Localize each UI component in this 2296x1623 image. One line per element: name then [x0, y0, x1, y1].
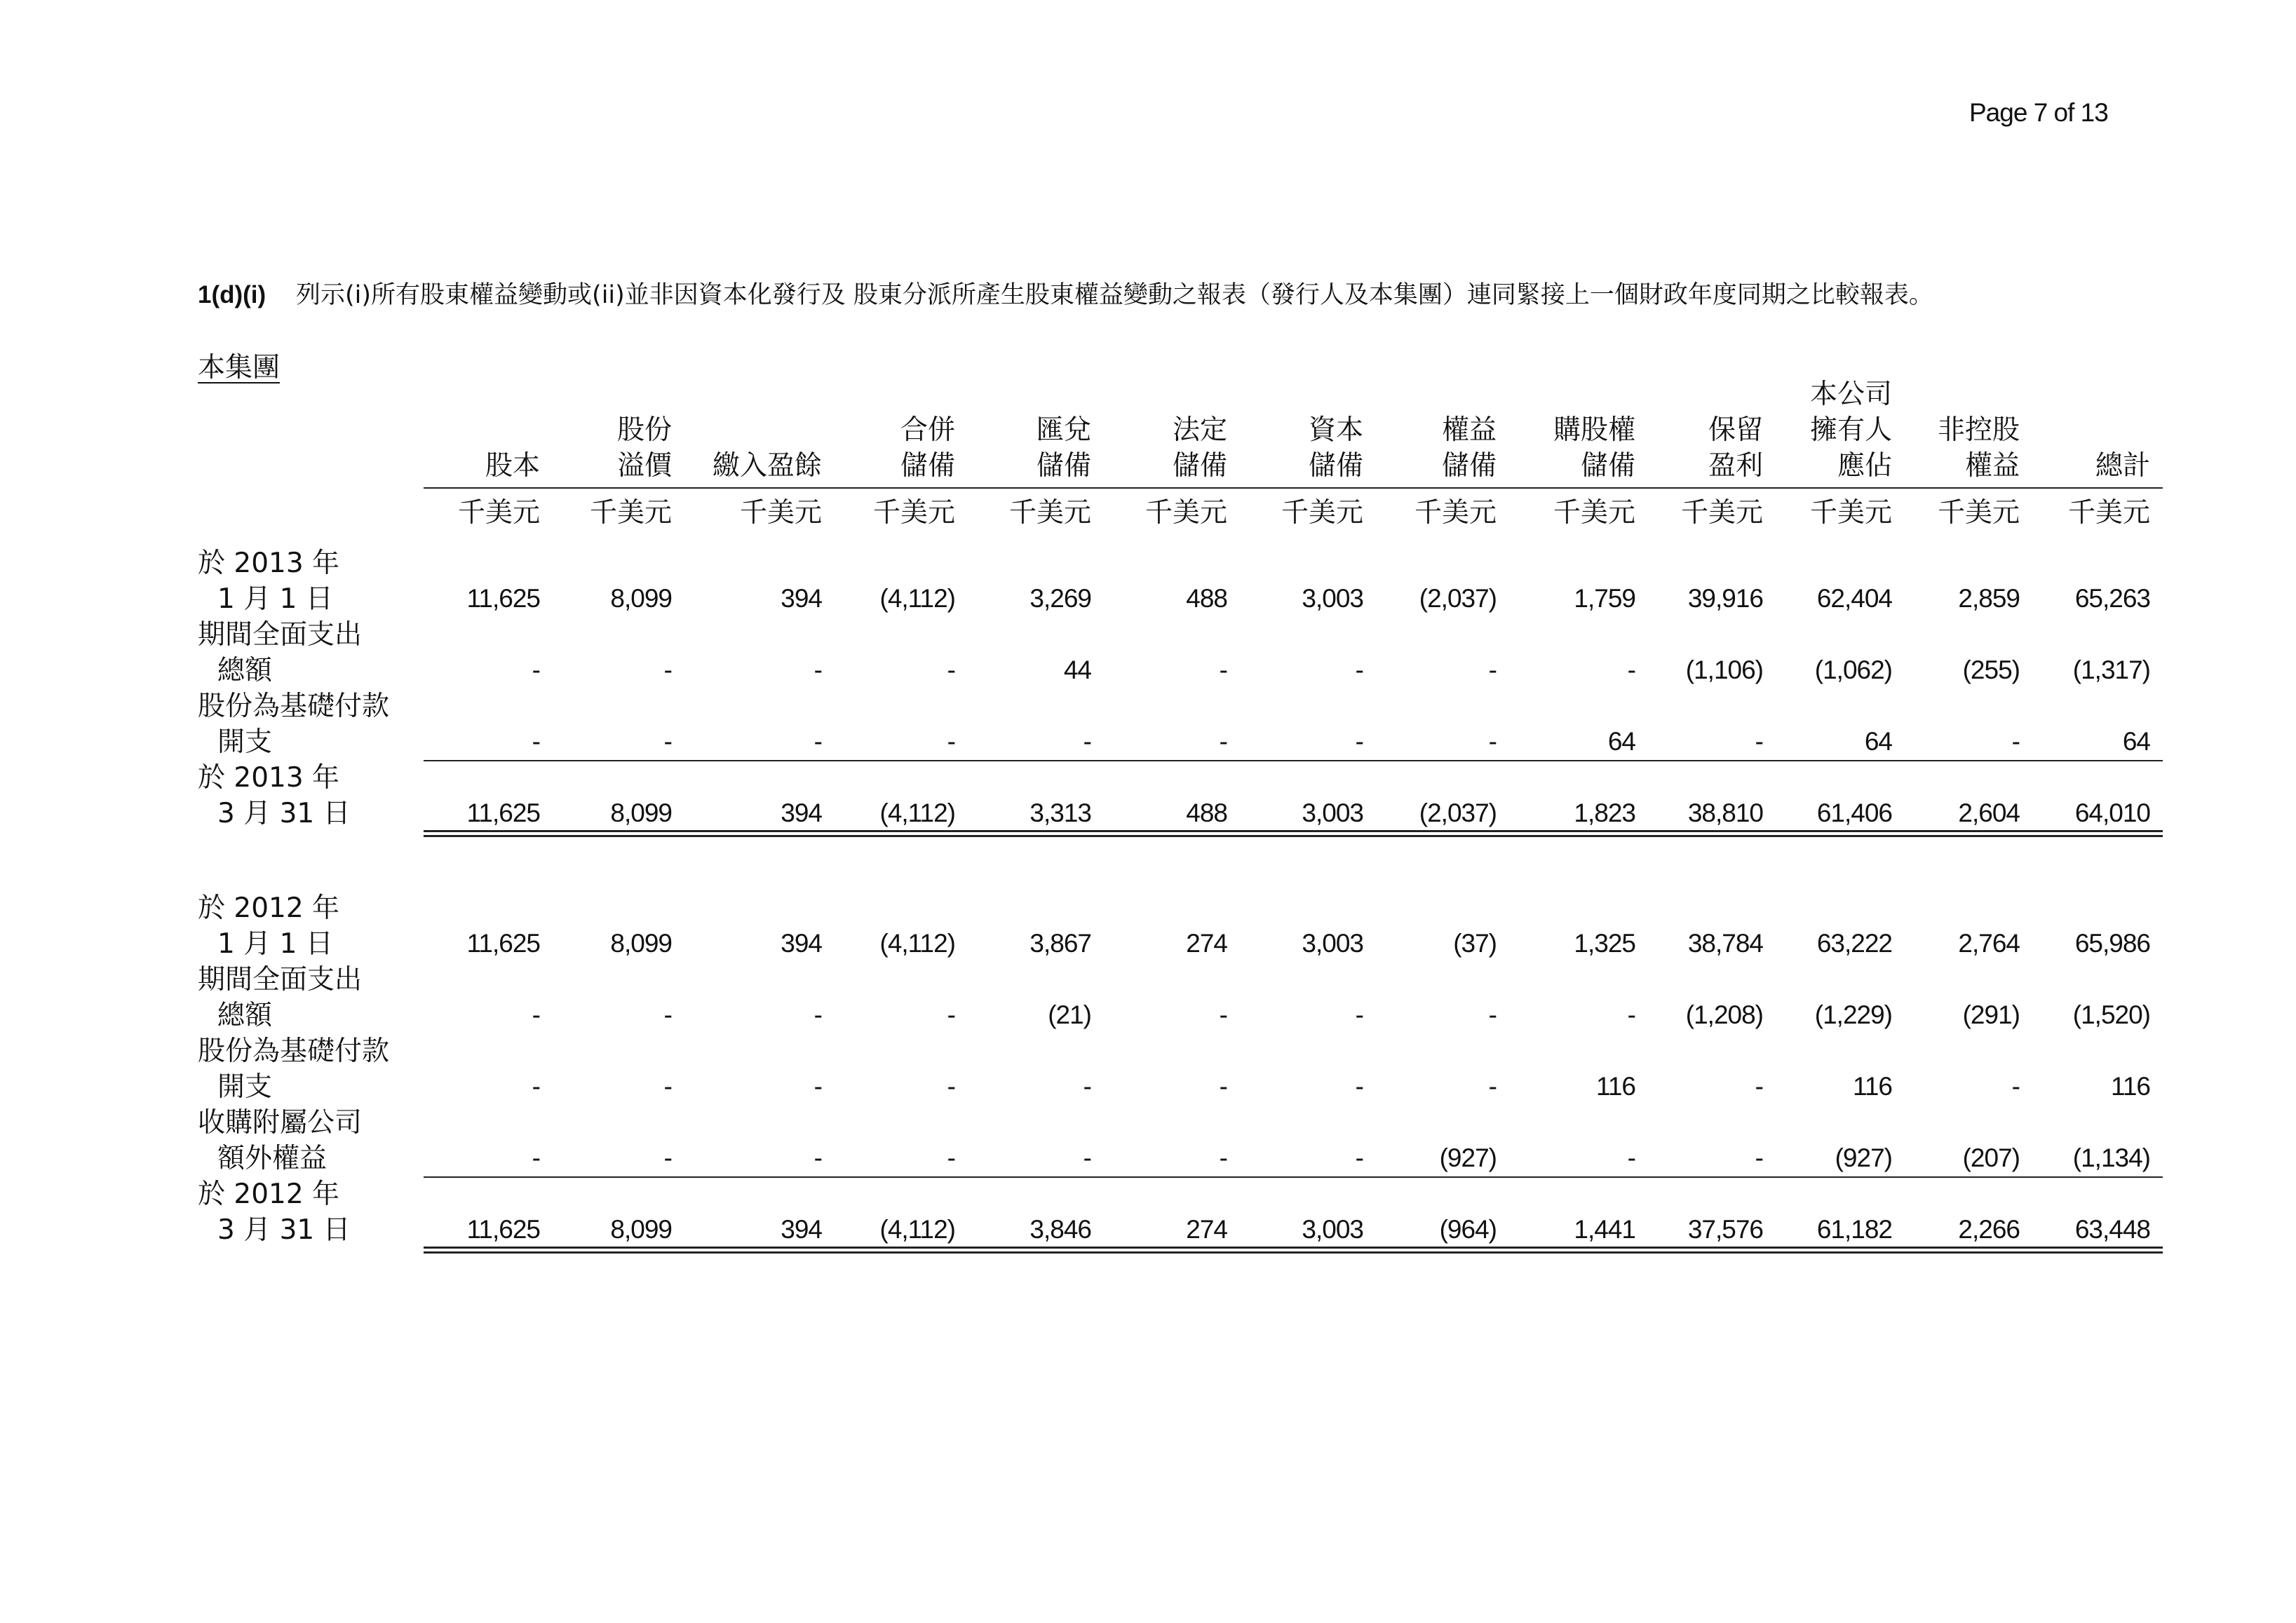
table-cell: -: [947, 1143, 955, 1172]
table-cell: (21): [1048, 1000, 1091, 1029]
table-cell: 8,099: [610, 1215, 672, 1244]
row-label-line: 3 月 31 日: [217, 1214, 351, 1246]
total-double-rule: [424, 1251, 2163, 1254]
table-cell: -: [813, 1000, 822, 1029]
table-cell: -: [947, 727, 955, 756]
row-label-line: 股份為基礎付款: [198, 1035, 390, 1067]
table-cell: -: [532, 1072, 540, 1101]
table-cell: -: [532, 1143, 540, 1172]
unit-label: 千美元: [872, 497, 955, 529]
table-cell: 64: [1607, 727, 1635, 756]
column-header-line: 儲備: [1036, 450, 1091, 482]
column-header-line: 應佔: [1837, 450, 1892, 482]
row-label-line: 額外權益: [217, 1143, 327, 1174]
total-double-rule: [424, 835, 2163, 837]
table-cell: -: [947, 1072, 955, 1101]
table-cell: 3,003: [1302, 799, 1363, 827]
table-cell: 61,182: [1816, 1215, 1892, 1244]
table-cell: 11,625: [466, 1215, 540, 1244]
table-cell: 3,003: [1302, 584, 1363, 613]
table-cell: 274: [1186, 1215, 1227, 1244]
table-cell: -: [1755, 1143, 1763, 1172]
column-header: [1553, 412, 1635, 484]
table-cell: 488: [1186, 799, 1227, 827]
table-cell: (2,037): [1419, 799, 1497, 827]
table-cell: 61,406: [1816, 799, 1892, 827]
table-cell: 3,269: [1029, 584, 1091, 613]
table-cell: -: [813, 727, 822, 756]
row-label-line: 總額: [217, 1000, 273, 1031]
table-cell: 2,764: [1958, 929, 2020, 958]
table-cell: 11,625: [466, 799, 540, 827]
header-rule: [424, 487, 2163, 489]
table-cell: -: [947, 1000, 955, 1029]
table-cell: 38,784: [1687, 929, 1763, 958]
row-label-line: 1 月 1 日: [217, 583, 333, 615]
row-label: [198, 688, 389, 760]
row-label-line: 開支: [217, 726, 273, 758]
table-cell: -: [532, 727, 540, 756]
table-cell: (927): [1439, 1143, 1497, 1172]
row-label: [198, 760, 351, 831]
table-cell: (2,037): [1419, 584, 1497, 613]
page-number: Page 7 of 13: [1969, 98, 2108, 127]
table-cell: -: [532, 1000, 540, 1029]
table-cell: 274: [1186, 929, 1227, 958]
table-cell: 65,263: [2074, 584, 2150, 613]
column-header-line: 總計: [2095, 450, 2150, 482]
row-label-line: 於 2013 年: [198, 762, 340, 794]
row-label-line: 總額: [217, 655, 273, 686]
table-cell: (255): [1962, 656, 2020, 684]
column-header-line: 購股權: [1553, 414, 1635, 446]
table-cell: 37,576: [1687, 1215, 1763, 1244]
table-cell: -: [663, 656, 672, 684]
column-header-line: 合併: [900, 414, 955, 446]
table-cell: (37): [1453, 929, 1497, 958]
column-header: [1938, 412, 2020, 484]
column-header: [713, 448, 822, 484]
table-cell: -: [1355, 1000, 1363, 1029]
table-cell: 11,625: [466, 929, 540, 958]
section-description: 列示(i)所有股東權益變動或(ii)並非因資本化發行及 股東分派所產生股東權益變動之報表（發行人及本集團）連同緊接上一個財政年度同期之比較報表。: [296, 281, 1933, 309]
table-cell: -: [1219, 1143, 1227, 1172]
total-double-rule: [424, 1247, 2163, 1249]
column-header-line: 儲備: [900, 450, 955, 482]
table-cell: 2,266: [1958, 1215, 2020, 1244]
table-cell: 116: [2111, 1072, 2150, 1101]
column-header-line: 擁有人: [1809, 414, 1892, 446]
column-header: [617, 412, 672, 484]
unit-label: 千美元: [1553, 497, 1635, 529]
table-cell: 3,003: [1302, 929, 1363, 958]
column-header-line: 盈利: [1708, 450, 1763, 482]
unit-label: 千美元: [1937, 497, 2020, 529]
column-header-line: 儲備: [1308, 450, 1363, 482]
column-header-line: 儲備: [1172, 450, 1227, 482]
table-cell: -: [813, 1143, 822, 1172]
table-cell: 116: [1596, 1072, 1635, 1101]
table-cell: -: [1488, 1000, 1497, 1029]
unit-label: 千美元: [1281, 497, 1363, 529]
table-cell: -: [813, 1072, 822, 1101]
table-cell: -: [1355, 1143, 1363, 1172]
column-header-line: 權益: [1964, 450, 2020, 482]
table-cell: (1,134): [2072, 1143, 2150, 1172]
row-label-line: 期間全面支出: [198, 619, 363, 651]
table-cell: 3,846: [1029, 1215, 1091, 1244]
table-cell: 62,404: [1816, 584, 1892, 613]
row-label-line: 收購附屬公司: [198, 1107, 363, 1139]
table-cell: -: [813, 656, 822, 684]
unit-label: 千美元: [739, 497, 822, 529]
table-cell: 394: [781, 584, 822, 613]
row-label-line: 開支: [217, 1071, 273, 1103]
row-label-line: 於 2012 年: [198, 892, 340, 924]
column-header-line: 權益: [1441, 414, 1497, 446]
table-cell: -: [1219, 727, 1227, 756]
table-cell: 38,810: [1687, 799, 1763, 827]
table-cell: 2,604: [1958, 799, 2020, 827]
table-cell: (1,229): [1814, 1000, 1892, 1029]
column-header-line: 資本: [1308, 414, 1363, 446]
unit-label: 千美元: [1809, 497, 1892, 529]
group-title: 本集團: [198, 352, 281, 383]
table-cell: 3,313: [1029, 799, 1091, 827]
table-cell: -: [1488, 727, 1497, 756]
row-label: [198, 1105, 362, 1176]
table-cell: -: [663, 1143, 672, 1172]
column-header: [1708, 412, 1763, 484]
table-cell: (207): [1962, 1143, 2020, 1172]
table-cell: -: [947, 656, 955, 684]
table-cell: 63,222: [1816, 929, 1892, 958]
table-cell: 1,759: [1574, 584, 1635, 613]
table-cell: -: [1755, 727, 1763, 756]
table-cell: 8,099: [610, 929, 672, 958]
table-cell: 488: [1186, 584, 1227, 613]
table-cell: 394: [781, 929, 822, 958]
table-cell: -: [1083, 727, 1091, 756]
row-label-line: 股份為基礎付款: [198, 691, 390, 722]
column-header: [900, 412, 955, 484]
table-cell: -: [1219, 1072, 1227, 1101]
table-cell: -: [663, 1000, 672, 1029]
table-cell: 2,859: [1958, 584, 2020, 613]
row-label: [198, 1176, 351, 1248]
total-double-rule: [424, 830, 2163, 832]
row-label-line: 3 月 31 日: [217, 798, 351, 829]
table-cell: (1,520): [2072, 1000, 2150, 1029]
table-cell: 394: [781, 1215, 822, 1244]
column-header: [1036, 412, 1091, 484]
table-cell: -: [1488, 1072, 1497, 1101]
table-cell: (1,317): [2072, 656, 2150, 684]
table-cell: 64,010: [2074, 799, 2150, 827]
table-cell: 44: [1063, 656, 1091, 684]
column-header: [1442, 412, 1497, 484]
table-cell: -: [1755, 1072, 1763, 1101]
table-cell: -: [1355, 656, 1363, 684]
table-cell: -: [1627, 1000, 1635, 1029]
column-header-line: 匯兌: [1036, 414, 1091, 446]
table-cell: (1,062): [1814, 656, 1892, 684]
table-cell: -: [532, 656, 540, 684]
table-cell: 3,003: [1302, 1215, 1363, 1244]
section-code: 1(d)(i): [198, 281, 266, 308]
column-header: [2095, 448, 2150, 484]
table-cell: (4,112): [879, 799, 955, 827]
table-cell: -: [1355, 727, 1363, 756]
table-cell: -: [1083, 1072, 1091, 1101]
table-cell: 1,325: [1574, 929, 1635, 958]
table-cell: -: [1355, 1072, 1363, 1101]
table-cell: -: [1083, 1143, 1091, 1172]
table-cell: (1,106): [1685, 656, 1763, 684]
table-cell: -: [1219, 1000, 1227, 1029]
column-header-line: 非控股: [1937, 414, 2020, 446]
subtotal-rule: [424, 760, 2163, 761]
table-cell: 116: [1853, 1072, 1892, 1101]
table-cell: 1,441: [1574, 1215, 1635, 1244]
column-header: [1309, 412, 1363, 484]
row-label: [198, 890, 339, 962]
table-cell: -: [663, 727, 672, 756]
table-cell: -: [1488, 656, 1497, 684]
table-cell: 8,099: [610, 584, 672, 613]
column-header-line: 股本: [485, 450, 540, 482]
row-label: [198, 962, 362, 1033]
table-cell: -: [663, 1072, 672, 1101]
table-cell: 39,916: [1687, 584, 1763, 613]
column-header-line: 繳入盈餘: [712, 450, 822, 482]
table-cell: -: [1219, 656, 1227, 684]
column-header-line: 儲備: [1441, 450, 1497, 482]
unit-label: 千美元: [589, 497, 672, 529]
table-cell: -: [2011, 1072, 2020, 1101]
column-header: [1173, 412, 1227, 484]
table-cell: 64: [2122, 727, 2150, 756]
table-cell: (1,208): [1685, 1000, 1763, 1029]
unit-label: 千美元: [457, 497, 540, 529]
table-cell: (927): [1835, 1143, 1892, 1172]
column-header-line: 儲備: [1580, 450, 1635, 482]
row-label-line: 於 2013 年: [198, 548, 340, 579]
row-label-line: 1 月 1 日: [217, 928, 333, 960]
table-cell: -: [1627, 1143, 1635, 1172]
column-header-line: 溢價: [616, 450, 672, 482]
unit-label: 千美元: [1144, 497, 1227, 529]
table-cell: (964): [1439, 1215, 1497, 1244]
table-cell: 3,867: [1029, 929, 1091, 958]
column-header: [1810, 376, 1892, 484]
table-cell: (4,112): [879, 1215, 955, 1244]
unit-label: 千美元: [1008, 497, 1091, 529]
column-header-line: 股份: [616, 414, 672, 446]
unit-label: 千美元: [1414, 497, 1497, 529]
row-label: [198, 545, 339, 617]
row-label-line: 於 2012 年: [198, 1179, 340, 1210]
column-header-line: 本公司: [1809, 379, 1892, 410]
row-label: [198, 617, 362, 688]
table-cell: 11,625: [466, 584, 540, 613]
section-heading: [198, 276, 1933, 311]
table-cell: -: [2011, 727, 2020, 756]
column-header: [485, 448, 540, 484]
column-header-line: 保留: [1708, 414, 1763, 446]
unit-label: 千美元: [1680, 497, 1763, 529]
table-cell: 394: [781, 799, 822, 827]
table-cell: (4,112): [879, 584, 955, 613]
table-cell: 65,986: [2074, 929, 2150, 958]
unit-label: 千美元: [2067, 497, 2150, 529]
subtotal-rule: [424, 1176, 2163, 1178]
table-cell: 1,823: [1574, 799, 1635, 827]
table-cell: (4,112): [879, 929, 955, 958]
table-cell: (291): [1962, 1000, 2020, 1029]
table-cell: -: [1627, 656, 1635, 684]
row-label-line: 期間全面支出: [198, 964, 363, 996]
row-label: [198, 1033, 389, 1105]
table-cell: 63,448: [2074, 1215, 2150, 1244]
table-cell: 8,099: [610, 799, 672, 827]
table-cell: 64: [1864, 727, 1892, 756]
column-header-line: 法定: [1172, 414, 1227, 446]
